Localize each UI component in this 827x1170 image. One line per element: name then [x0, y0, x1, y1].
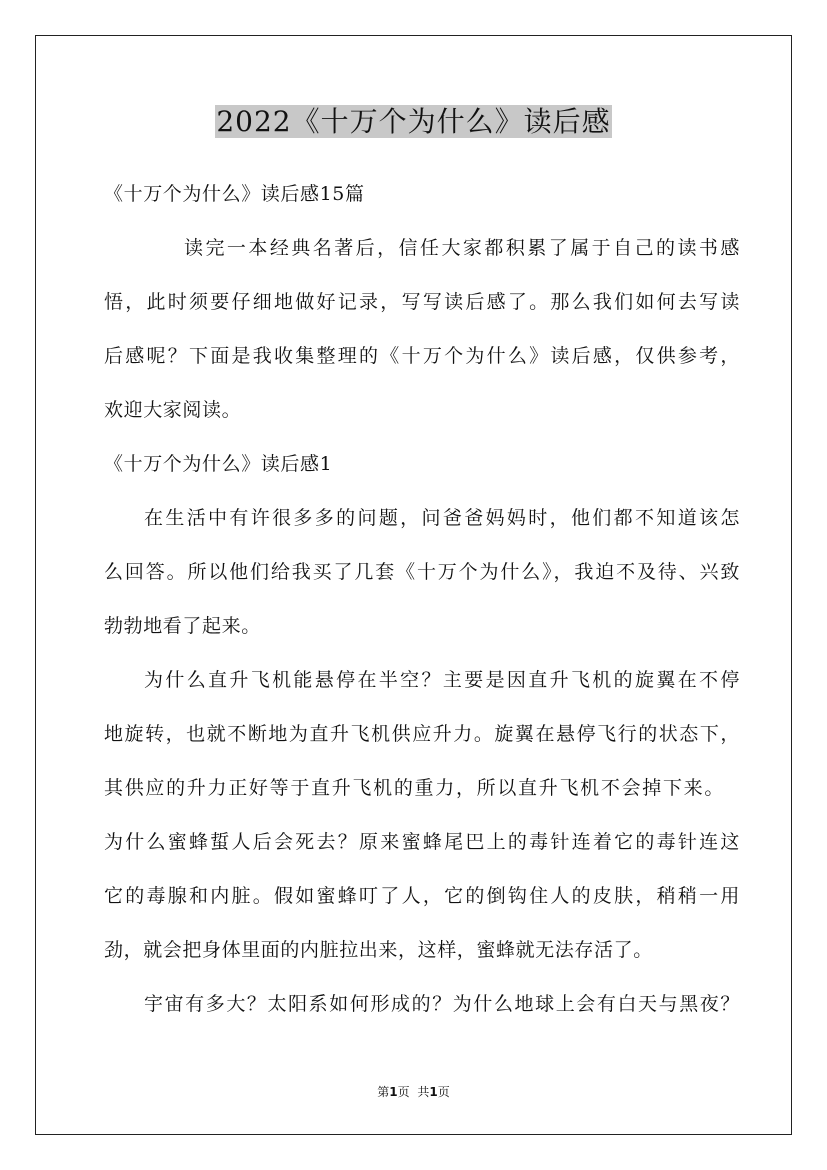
subtitle: 《十万个为什么》读后感15篇 — [104, 183, 365, 205]
paragraph-line: 为什么直升飞机能悬停在半空？主要是因直升飞机的旋翼在不停 — [144, 669, 740, 691]
document-title — [0, 100, 827, 144]
intro-line: 悟，此时须要仔细地做好记录，写写读后感了。那么我们如何去写读 — [104, 291, 740, 313]
paragraph-line: 地旋转，也就不断地为直升飞机供应升力。旋翼在悬停飞行的状态下， — [104, 723, 740, 745]
footer-total-pages: 1 — [429, 1085, 438, 1099]
footer-page-number: 1 — [389, 1085, 398, 1099]
intro-line: 后感呢？下面是我收集整理的《十万个为什么》读后感，仅供参考， — [104, 345, 740, 367]
page-footer — [0, 1083, 827, 1100]
paragraph-line: 么回答。所以他们给我买了几套《十万个为什么》，我迫不及待、兴致 — [104, 561, 740, 583]
document-title-text: 2022《十万个为什么》读后感 — [216, 105, 611, 138]
paragraph-line: 在生活中有许很多多的问题，问爸爸妈妈时，他们都不知道该怎 — [144, 507, 740, 529]
paragraph-line: 为什么蜜蜂蜇人后会死去？原来蜜蜂尾巴上的毒针连着它的毒针连这 — [104, 831, 740, 853]
footer-page-suffix: 页 — [397, 1085, 410, 1099]
paragraph-line: 它的毒腺和内脏。假如蜜蜂叮了人，它的倒钩住人的皮肤，稍稍一用 — [104, 885, 740, 907]
paragraph-line: 其供应的升力正好等于直升飞机的重力，所以直升飞机不会掉下来。 — [104, 777, 724, 799]
footer-prefix: 第 — [377, 1085, 390, 1099]
section-heading: 《十万个为什么》读后感1 — [104, 453, 333, 475]
paragraph-line: 勃勃地看了起来。 — [104, 615, 261, 637]
footer-total-prefix: 共 — [417, 1085, 430, 1099]
intro-line: 欢迎大家阅读。 — [104, 399, 242, 421]
intro-line: 读完一本经典名著后，信任大家都积累了属于自己的读书感 — [184, 237, 740, 259]
footer-total-suffix: 页 — [437, 1085, 450, 1099]
paragraph-line: 劲，就会把身体里面的内脏拉出来，这样，蜜蜂就无法存活了。 — [104, 939, 653, 961]
paragraph-line: 宇宙有多大？太阳系如何形成的？为什么地球上会有白天与黑夜？ — [144, 993, 740, 1015]
